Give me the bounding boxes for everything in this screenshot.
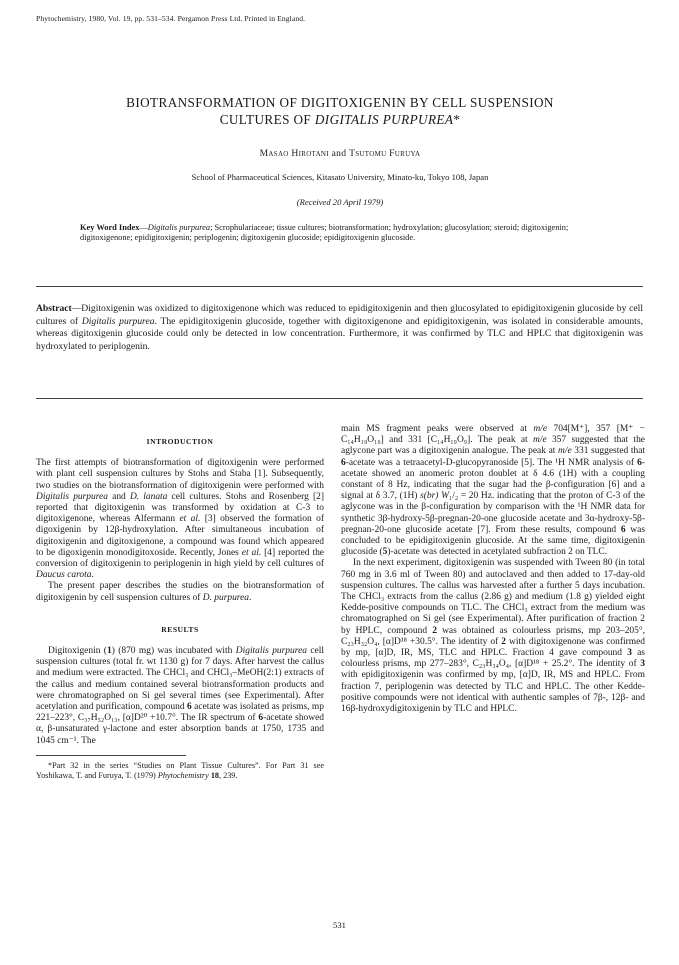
footnote: *Part 32 in the series “Studies on Plant Tissue Cultures”. For Part 31 see Yoshikawa, T. and Furuya, T. (1979) Phytochemistry 18, 239. [36, 760, 324, 780]
abstract-label: Abstract [36, 303, 72, 314]
author-hirotani: Masao Hirotani [259, 148, 329, 159]
page-number: 531 [333, 920, 346, 930]
introduction-paragraph-2: The present paper describes the studies on the biotransformation of digitoxigenin by cell suspension cultures of D. purpurea. [36, 581, 324, 603]
received-date: (Received 20 April 1979) [296, 197, 384, 207]
title-footnote-marker: * [453, 112, 461, 127]
running-head: Phytochemistry, 1980, Vol. 19, pp. 531–534. Pergamon Press Ltd. Printed in England. [36, 14, 306, 23]
title-line-2: CULTURES OF DIGITALIS PURPUREA* [219, 112, 461, 127]
left-column [36, 436, 324, 781]
keyword-label: Key Word Index [80, 223, 140, 232]
keyword-genus: Digitalis purpurea [147, 223, 211, 232]
footnote-rule [36, 755, 186, 756]
keyword-terms: ; Scrophulariaceae; tissue cultures; biotransformation; hydroxylation; glucosylation; steroid; digitoxigenin; digitoxigenone; epidigitoxigenin; periplogenin; digitoxigenin glucoside; epidigitoxigenin glucoside. [80, 223, 569, 243]
rule-above-abstract [36, 286, 643, 287]
introduction-paragraph-1: The first attempts of biotransformation of digitoxigenin were performed with plant cell suspension cultures by Stohs and Staba [1]. Subsequently, two studies on the biotransformation of digitoxigenin were performed with Digitalis purpurea and D. lanata cell cultures. Stohs and Rosenberg [2] reported that digitoxigenin was transformed by oxidation at C-3 to digitoxigenone, whereas Alfermann et al. [3] observed the formation of digoxigenin by 12β-hydroxylation. After simultaneous incubation of digitoxigenin and digitoxigenone, a compound was found which appeared to be digoxigenin monodigitoxoside. Recently, Jones et al. [4] reported the conversion of digitoxigenin to periplogenin in high yield by cell cultures of Daucus carota. [36, 458, 324, 581]
title-genus: DIGITALIS PURPUREA [314, 112, 454, 127]
affiliation: School of Pharmaceutical Sciences, Kitasato University, Minato-ku, Tokyo 108, Japan [191, 172, 489, 182]
right-column [341, 424, 645, 715]
right-paragraph-2: In the next experiment, digitoxigenin was suspended with Tween 80 (in total 760 mg in 3.6 ml of Tween 80) and autoclaved and then added to 17-day-old suspension cultures. The callus was harvested after a further 5 days incubation. The CHCl₃ extracts from the callus (2.86 g) and medium (1.8 g) yielded eight Kedde-positive compounds on TLC. The CHCl₃ extract from the medium was chromatographed on Si gel (see Experimental). After purification of fraction 2 by HPLC, compound 2 was obtained as colourless prisms, mp 203–205°, C₂₃H₃₂O₄, [α]D¹⁸ +30.5°. The identity of 2 with digitoxigenone was confirmed by mp, [α]D, IR, MS, TLC and HPLC. Fraction 4 gave compound 3 as colourless prisms, mp 277–283°, C₂₃H₃₄O₄, [α]D¹⁸ + 25.2°. The identity of 3 with epidigitoxigenin was confirmed by mp, [α]D, IR, MS and HPLC. From fraction 7, periplogenin was detected by TLC and HPLC. The other Kedde-positive compounds were not identical with authentic samples of 7β-, 12β- and 16β-hydroxydigitoxigenin by TLC and HPLC. [341, 558, 645, 715]
author-line: Masao Hirotani and Tsutomu Furuya [259, 148, 421, 159]
author-furuya: Tsutomu Furuya [349, 148, 421, 159]
introduction-heading: INTRODUCTION [146, 437, 214, 446]
title-line-1: BIOTRANSFORMATION OF DIGITOXIGENIN BY CELL SUSPENSION [126, 95, 554, 110]
results-heading: RESULTS [161, 624, 199, 634]
right-paragraph-1: main MS fragment peaks were observed at m/e 704[M⁺], 357 [M⁺ − C₁₄H₁₉O₁₀] and 331 [C₁₄H₁₉O₉]. The peak at m/e 357 suggested that the aglycone part was a digitoxigenin analogue. The peak at m/e 331 suggested that 6-acetate was a tetraacetyl-D-glucopyranoside [5]. The ¹H NMR analysis of 6-acetate showed an anomeric proton doublet at δ 4.6 (1H) with a coupling constant of 8 Hz, indicating that the sugar had the β-configuration [6] and a signal at δ 3.7, (1H) s(br) W₁/₂ = 20 Hz. indicating that the proton of C-3 of the aglycone was in the β-configuration by comparison with the ¹H NMR data for synthetic 3β-hydroxy-5β-pregnan-20-one glucoside acetate and 3α-hydroxy-5β-pregnan-20-one glucoside acetate [7]. From these results, compound 6 was concluded to be epidigitoxigenin glucoside. At the same time, digitoxigenin glucoside (5)-acetate was detected in acetylated subfraction 2 on TLC. [341, 424, 646, 558]
abstract: Abstract—Digitoxigenin was oxidized to digitoxigenone which was reduced to epidigitoxigenin and then glucosylated to epidigitoxigenin glucoside by cell cultures of Digitalis purpurea. The epidigitoxigenin glucoside, together with digitoxigenone and epidigitoxigenin, was isolated in considerable amounts, whereas digitoxigenin glucoside could only be detected in low concentration. Furthermore, it was confirmed by TLC and HPLC that digitoxigenin was hydroxylated to periplogenin. [36, 303, 643, 352]
article-title [30, 94, 650, 128]
keyword-index: Key Word Index—Digitalis purpurea; Scrophulariaceae; tissue cultures; biotransformation; hydroxylation; glucosylation; steroid; digitoxigenin; digitoxigenone; epidigitoxigenin; periplogenin; digitoxigenin glucoside; epidigitoxigenin glucoside. [80, 223, 569, 243]
rule-below-abstract [36, 398, 643, 399]
results-paragraph-1: Digitoxigenin (1) (870 mg) was incubated with Digitalis purpurea cell suspension cultures (total fr. wt 1130 g) for 7 days. After harvest the callus and medium were extracted. The CHCl₃ and CHCl₃–MeOH(2:1) extracts of the callus and medium contained several biotransformation products and were chromatographed on Si gel several times (see Experimental). After acetylation and purification, compound 6 acetate was isolated as prisms, mp 221–223°, C₃₇H₅₂O₁₃, [α]D²⁰ +10.7°. The IR spectrum of 6-acetate showed α, β-unsaturated γ-lactone and ester absorption bands at 1750, 1735 and 1045 cm⁻¹. The [36, 646, 324, 746]
